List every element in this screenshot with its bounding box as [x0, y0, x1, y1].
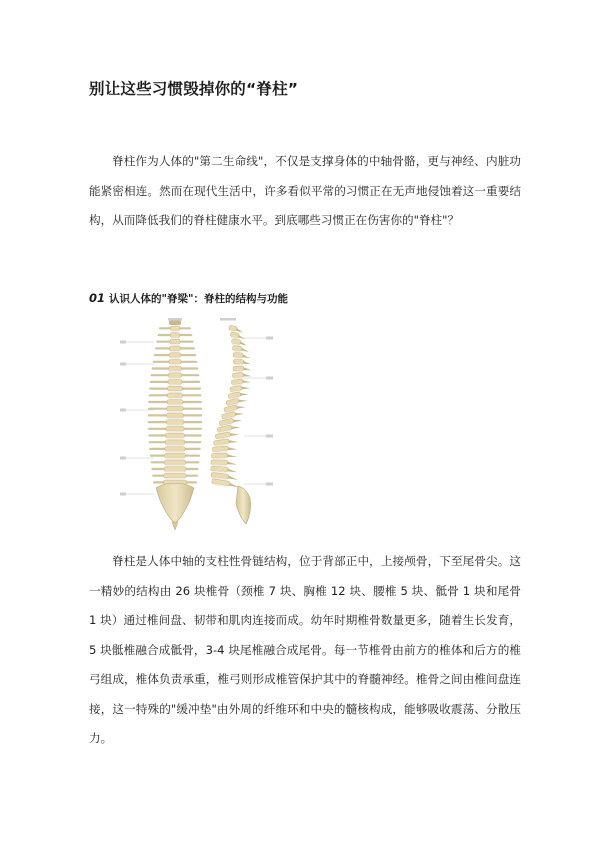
vertebra-body	[168, 386, 182, 391]
spine-illustration	[120, 318, 276, 531]
spinous-process	[228, 439, 239, 444]
annotation-label-mark	[120, 493, 126, 496]
vertebra-body	[164, 460, 185, 465]
spine-side-view	[211, 325, 252, 489]
vertebra-body	[167, 400, 183, 405]
section-heading	[89, 290, 288, 307]
vertebra-body	[168, 380, 182, 385]
vertebra-body	[233, 366, 244, 371]
annotation-label-mark	[120, 341, 126, 344]
intervertebral-disc	[169, 378, 180, 380]
intervertebral-disc	[171, 351, 180, 353]
vertebra-side	[211, 460, 237, 467]
vertebra-body	[164, 473, 186, 478]
vertebra-body	[165, 440, 184, 445]
intervertebral-disc	[234, 364, 242, 366]
atlas-vertebra	[169, 320, 181, 325]
intervertebral-disc	[167, 424, 183, 426]
annotation-label-mark	[120, 409, 126, 412]
vertebra-body	[166, 420, 184, 425]
annotation-label-mark	[266, 377, 273, 380]
intervertebral-disc	[167, 431, 183, 433]
intervertebral-disc	[170, 357, 179, 359]
vertebra-body	[166, 427, 184, 432]
vertebra-body	[167, 413, 184, 418]
intervertebral-disc	[171, 344, 179, 346]
vertebra-body	[170, 346, 181, 351]
coccyx-front	[172, 522, 178, 530]
intervertebral-disc	[165, 465, 184, 467]
view-label-mark	[168, 318, 182, 321]
vertebra-body	[170, 339, 180, 344]
section-number: 01	[89, 291, 106, 305]
intervertebral-disc	[168, 418, 183, 420]
intervertebral-disc	[170, 364, 180, 366]
spinous-process	[227, 468, 238, 472]
vertebra-body	[170, 333, 180, 338]
sacrum-front	[156, 484, 194, 524]
sacrum-side	[236, 486, 251, 524]
vertebra-body	[165, 447, 185, 452]
vertebra-body	[169, 353, 180, 358]
intro-paragraph: 脊柱作为人体的"第二生命线"，不仅是支撑身体的中轴骨骼，更与神经、内脏功能紧密相连。然而在现代生活中，许多看似平常的习惯正在无声地侵蚀着这一重要结构，从而降低我们的脊柱健康水平。到底哪些习惯正在伤害你的"脊柱"？	[89, 154, 521, 227]
annotation-label-mark	[266, 483, 273, 486]
annotation-label-mark	[120, 457, 126, 460]
view-label-mark	[220, 318, 236, 321]
spinous-process	[229, 431, 240, 436]
annotation-label-mark	[120, 363, 126, 366]
vertebra-body	[167, 406, 183, 411]
intervertebral-disc	[172, 331, 179, 333]
spinous-process	[227, 446, 238, 450]
vertebra-body	[169, 366, 182, 371]
spinous-process	[227, 454, 238, 458]
intervertebral-disc	[165, 471, 185, 473]
intervertebral-disc	[166, 445, 183, 447]
vertebra-body	[233, 352, 243, 357]
spinous-process	[242, 379, 251, 384]
intervertebral-disc	[171, 337, 179, 339]
section-heading-text: 认识人体的"脊梁"：脊柱的结构与功能	[109, 293, 288, 305]
section-body-paragraph: 脊柱是人体中轴的支柱性骨链结构，位于背部正中，上接颅骨，下至尾骨尖。这一精妙的结构由 26 块椎骨（颈椎 7 块、胸椎 12 块、腰椎 5 块、骶骨 1 块和尾骨 1 块）通过椎间盘、韧带和肌肉连接而成。幼年时期椎骨数量更多，随着生长发育，5 块骶椎融合成骶骨，3-4 块尾椎融合成尾骨。每一节椎骨由前方的椎体和后方的椎弓组成，椎体负责承重，椎弓则形成椎管保护其中的脊髓神经。椎骨之间由椎间盘连接，这一特殊的"缓冲垫"由外周的纤维环和中央的髓核构成，能够吸收震荡、分散压力。	[89, 554, 521, 745]
vertebra-body	[232, 372, 243, 378]
vertebra-body	[167, 393, 182, 398]
intervertebral-disc	[169, 391, 181, 393]
vertebra-body	[211, 453, 227, 458]
annotation-label-mark	[266, 435, 273, 438]
spinous-process	[243, 361, 252, 365]
vertebra-body	[165, 453, 186, 458]
intervertebral-disc	[166, 458, 185, 460]
vertebra-body	[166, 433, 185, 438]
spinous-process	[227, 461, 238, 465]
vertebra-body	[233, 359, 243, 364]
intervertebral-disc	[168, 404, 182, 406]
vertebra-body	[164, 467, 186, 472]
intervertebral-disc	[170, 371, 181, 373]
vertebra-body	[169, 360, 181, 365]
intervertebral-disc	[212, 464, 227, 466]
spinous-process	[243, 367, 252, 371]
intervertebral-disc	[165, 478, 185, 480]
vertebra-body	[171, 326, 180, 331]
spine-anatomy-image	[120, 318, 276, 531]
intervertebral-disc	[169, 384, 181, 386]
vertebra-body	[211, 460, 228, 465]
vertebra-side	[233, 359, 251, 366]
intervertebral-disc	[167, 438, 184, 440]
vertebra-side	[232, 372, 251, 380]
spinous-process	[227, 475, 238, 480]
vertebra-body	[168, 373, 181, 378]
intervertebral-disc	[168, 411, 182, 413]
intervertebral-disc	[234, 371, 243, 373]
vertebra-side	[233, 366, 252, 373]
spine-front-view	[148, 320, 202, 486]
annotation-label-mark	[266, 337, 273, 340]
intervertebral-disc	[168, 398, 181, 400]
article-title: 别让这些习惯毁掉你的“脊柱”	[89, 80, 299, 98]
intervertebral-disc	[166, 451, 184, 453]
vertebra-side	[233, 352, 251, 359]
spinous-process	[242, 373, 251, 377]
vertebra-side	[211, 453, 237, 460]
